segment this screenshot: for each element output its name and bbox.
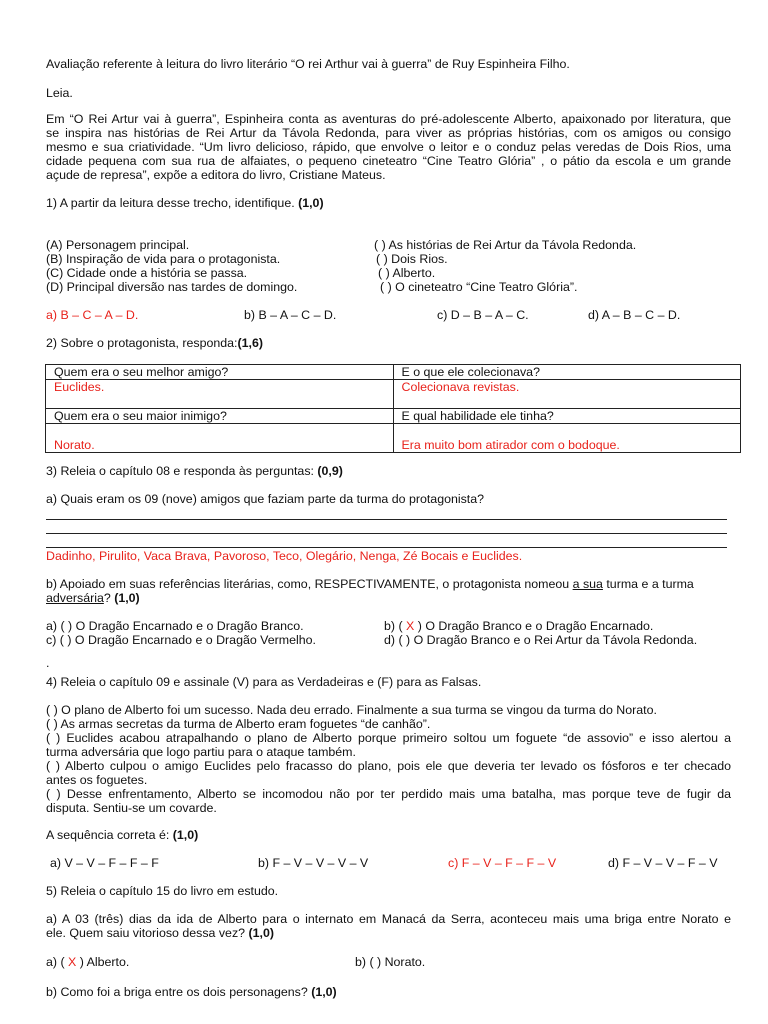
q1-left-b: (B) Inspiração de vida para o protagonista. [46, 252, 281, 266]
q1-option-d: d) A – B – C – D. [588, 308, 681, 322]
answer-line-1 [46, 519, 727, 520]
leia-label: Leia. [46, 86, 73, 100]
q2-cell-q1: Quem era o seu melhor amigo? [46, 365, 394, 380]
q5-option-b: b) ( ) Norato. [355, 955, 426, 969]
q3-b-question-line1: b) Apoiado em suas referências literárias, como, RESPECTIVAMENTE, o protagonista nomeou a sua turma e a turma [46, 577, 694, 591]
q2-cell-a2: Colecionava revistas. [393, 380, 741, 409]
q1-left-d: (D) Principal diversão nas tardes de domingo. [46, 280, 298, 294]
q1-title: 1) A partir da leitura desse trecho, identifique. (1,0) [46, 196, 324, 210]
q3-a-question: a) Quais eram os 09 (nove) amigos que faziam parte da turma do protagonista? [46, 492, 485, 506]
q5-a-question: a) A 03 (três) dias da ida de Alberto para o internato em Manacá da Serra, aconteceu mais uma briga entre Norato e ele. Quem saiu vitorioso dessa vez? (1,0) [46, 912, 731, 940]
header-text: Avaliação referente à leitura do livro literário “O rei Arthur vai à guerra” de Ruy Espinheira Filho. [46, 57, 570, 71]
q2-cell-a1: Euclides. [46, 380, 394, 409]
q3-b-option-d: d) ( ) O Dragão Branco e o Rei Artur da Távola Redonda. [384, 633, 698, 647]
q2-cell-q2: E o que ele colecionava? [393, 365, 741, 380]
q4-title: 4) Releia o capítulo 09 e assinale (V) para as Verdadeiras e (F) para as Falsas. [46, 675, 482, 689]
q2-cell-q4: E qual habilidade ele tinha? [393, 409, 741, 424]
answer-line-2 [46, 533, 727, 534]
q3-a-answer: Dadinho, Pirulito, Vaca Brava, Pavoroso, Teco, Olegário, Nenga, Zé Bocais e Euclides. [46, 549, 523, 563]
q2-table [45, 364, 741, 453]
q1-left-c: (C) Cidade onde a história se passa. [46, 266, 248, 280]
answer-line-3 [46, 547, 727, 548]
q3-b-option-c: c) ( ) O Dragão Encarnado e o Dragão Vermelho. [46, 633, 316, 647]
q1-right-2: ( ) Dois Rios. [376, 252, 448, 266]
q3-b-question-line2: adversária? (1,0) [46, 591, 140, 605]
intro-paragraph: Em “O Rei Artur vai à guerra”, Espinheira conta as aventuras do pré-adolescente Alberto, apaixonado por literatura, que se inspira nas histórias de Rei Artur da Távola Redonda, para viver as próprias histórias, com os amigos ou consigo mesmo e sua criatividade. “Um livro delicioso, rápido, que envolve o leitor e o conduz pelas veredas de Dois Rios, uma cidade pequena com sua rua de alfaiates, o pequeno cineteatro “Cine Teatro Glória” , o pátio da escola e um grande açude de represa”, expõe a editora do livro, Cristiane Mateus. [46, 112, 731, 182]
q2-cell-q3: Quem era o seu maior inimigo? [46, 409, 394, 424]
q2-cell-a3: Norato. [46, 424, 394, 453]
q2-title: 2) Sobre o protagonista, responda:(1,6) [46, 336, 263, 350]
q3-b-option-b: b) ( X ) O Dragão Branco e o Dragão Encarnado. [384, 619, 654, 633]
q2-cell-a4: Era muito bom atirador com o bodoque. [393, 424, 741, 453]
q4-option-a: a) V – V – F – F – F [50, 856, 159, 870]
stray-dot: . [46, 656, 50, 670]
q5-title: 5) Releia o capítulo 15 do livro em estudo. [46, 884, 279, 898]
mark-x: X [68, 955, 77, 969]
q4-option-d: d) F – V – V – F – V [608, 856, 718, 870]
q4-sequence-label: A sequência correta é: (1,0) [46, 828, 199, 842]
q1-option-b: b) B – A – C – D. [244, 308, 337, 322]
q3-title: 3) Releia o capítulo 08 e responda às perguntas: (0,9) [46, 464, 343, 478]
q5-option-a: a) ( X ) Alberto. [46, 955, 130, 969]
q1-right-4: ( ) O cineteatro “Cine Teatro Glória”. [380, 280, 578, 294]
q1-option-a: a) B – C – A – D. [46, 308, 139, 322]
q1-left-a: (A) Personagem principal. [46, 238, 190, 252]
q1-right-3: ( ) Alberto. [378, 266, 436, 280]
q1-option-c: c) D – B – A – C. [437, 308, 529, 322]
q5-b-question: b) Como foi a briga entre os dois personagens? (1,0) [46, 985, 337, 999]
q4-option-c: c) F – V – F – F – V [448, 856, 557, 870]
q1-right-1: ( ) As histórias de Rei Artur da Távola Redonda. [374, 238, 637, 252]
q4-option-b: b) F – V – V – V – V [258, 856, 369, 870]
q4-statements: ( ) O plano de Alberto foi um sucesso. Nada deu errado. Finalmente a sua turma se vingou da turma do Norato. ( ) As armas secretas da turma de Alberto eram foguetes “de canhão”. ( ) Euclides acabou atrapalhando o plano de Alberto porque primeiro soltou um foguete “de assovio” e isso alertou a turma adversária que logo partiu para o ataque também. ( ) Alberto culpou o amigo Euclides pelo fracasso do plano, pois ele que deveria ter levado os fósforos e ter checado antes os foguetes. ( ) Desse enfrentamento, Alberto se incomodou não por ter perdido mais uma batalha, mas porque teve de fugir da disputa. Sentiu-se um covarde. [46, 703, 731, 815]
q3-b-option-a: a) ( ) O Dragão Encarnado e o Dragão Branco. [46, 619, 304, 633]
mark-x: X [402, 619, 418, 633]
